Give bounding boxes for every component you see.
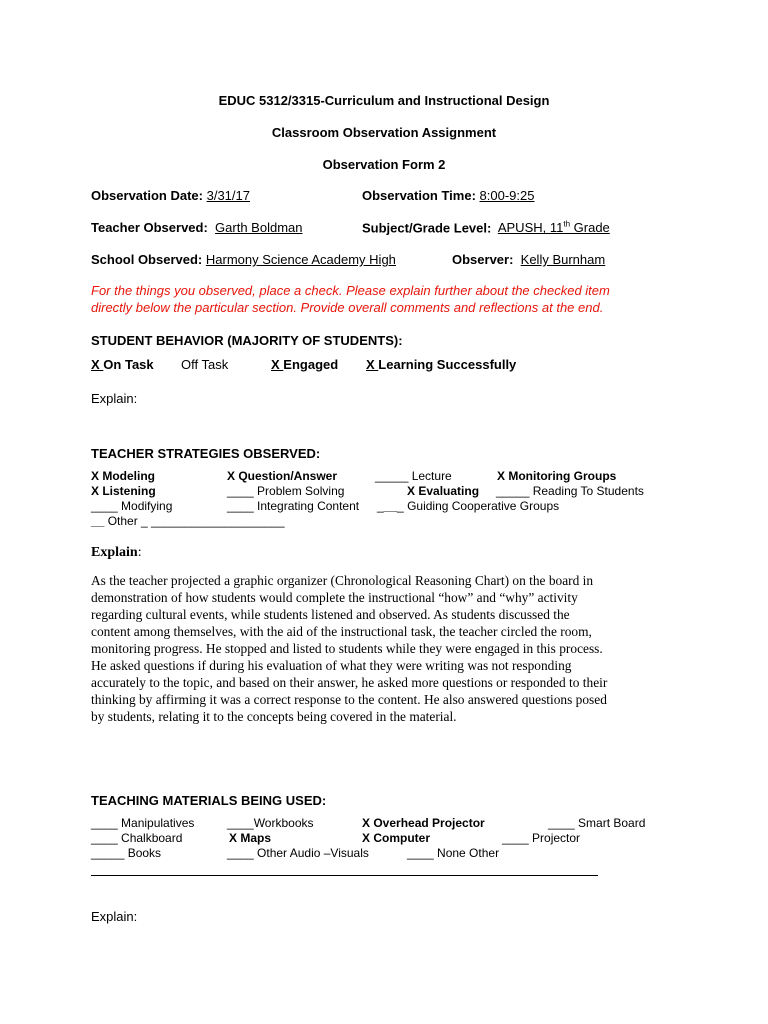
teacher-value: Garth Boldman	[215, 220, 303, 235]
time-label: Observation Time:	[362, 188, 476, 203]
teacher-observed	[91, 220, 302, 235]
material-computer: X Computer	[362, 831, 431, 845]
strategies-explain-title: Explain:	[91, 545, 142, 560]
explain-line: thinking by affirming it was a correct response to the content. He also answered questions posed	[91, 692, 607, 707]
strategy-lecture: _____ Lecture	[375, 469, 452, 483]
strategy-monitoring-groups: X Monitoring Groups	[497, 469, 617, 483]
material-other-audio-visuals: ____ Other Audio –Visuals	[227, 846, 369, 860]
behavior-engaged: X Engaged	[271, 357, 339, 372]
material-manipulatives: ____ Manipulatives	[91, 816, 195, 830]
explain-line: regarding cultural events, while students listened and observed. As students discussed the	[91, 607, 570, 622]
course-title: EDUC 5312/3315-Curriculum and Instructional Design	[218, 93, 550, 108]
materials-rule	[91, 875, 598, 876]
explain-line: content among themselves, with the aid of the instructional task, the teacher circled the room,	[91, 624, 592, 639]
strategy-listening: X Listening	[91, 484, 156, 498]
student-behavior-heading: STUDENT BEHAVIOR (MAJORITY OF STUDENTS):	[91, 333, 403, 348]
behavior-off-task: Off Task	[181, 357, 229, 372]
school-label: School Observed:	[91, 252, 203, 267]
date-value: 3/31/17	[206, 188, 250, 203]
observation-date	[91, 188, 250, 203]
explain-line: by students, relating it to the concepts being covered in the material.	[91, 709, 457, 724]
observation-time	[362, 188, 534, 203]
material-smart-board: ____ Smart Board	[548, 816, 646, 830]
strategy-guiding-cooperative-groups: ____ Guiding Cooperative Groups	[377, 499, 560, 513]
material-books: _____ Books	[91, 846, 162, 860]
material-chalkboard: ____ Chalkboard	[91, 831, 183, 845]
subject-label: Subject/Grade Level:	[362, 220, 492, 236]
form-title: Observation Form 2	[322, 157, 446, 172]
strategies-explain-paragraph	[91, 572, 681, 725]
school-value: Harmony Science Academy High	[205, 252, 396, 267]
material-overhead-projector: X Overhead Projector	[362, 816, 485, 830]
explain-line: accurately to the topic, and based on their answer, he asked more questions or responded to their	[91, 675, 608, 690]
time-value: 8:00-9:25	[479, 188, 535, 203]
subject-value: APUSH, 11th Grade	[497, 220, 610, 236]
explain-line: demonstration of how students would complete the instructional “how” and “why” activity	[91, 590, 578, 605]
strategy-modifying: ____ Modifying	[91, 499, 173, 513]
materials-explain: Explain:	[91, 909, 138, 924]
strategy-question-answer: X Question/Answer	[227, 469, 338, 483]
explain-line: As the teacher projected a graphic organizer (Chronological Reasoning Chart) on the board in	[91, 573, 594, 588]
explain-line: He asked questions if during his evaluation of what they were writing was not responding	[91, 658, 572, 673]
student-behavior-explain: Explain:	[91, 391, 138, 406]
subject-grade	[362, 220, 610, 235]
school-observed	[91, 252, 396, 267]
explain-line: monitoring progress. He stopped and listed to students while they were engaged in this process.	[91, 641, 603, 656]
assignment-title: Classroom Observation Assignment	[271, 125, 497, 140]
teacher-label: Teacher Observed:	[91, 220, 208, 235]
instructions-line-2: directly below the particular section. Provide overall comments and reflections at the end.	[91, 300, 604, 315]
strategy-evaluating: X Evaluating	[407, 484, 480, 498]
date-label: Observation Date:	[91, 188, 203, 203]
teaching-materials-heading: TEACHING MATERIALS BEING USED:	[91, 793, 327, 808]
teacher-strategies-heading: TEACHER STRATEGIES OBSERVED:	[91, 446, 321, 461]
behavior-learning-successfully: X Learning Successfully	[366, 357, 517, 372]
instructions-line-1: For the things you observed, place a check. Please explain further about the checked item	[91, 283, 610, 298]
strategy-integrating-content: ____ Integrating Content	[227, 499, 360, 513]
material-none-other: ____ None Other	[407, 846, 500, 860]
behavior-on-task: X On Task	[91, 357, 154, 372]
strategy-problem-solving: ____ Problem Solving	[227, 484, 345, 498]
observer	[452, 252, 605, 267]
material-maps: X Maps	[229, 831, 272, 845]
material-workbooks: ____Workbooks	[227, 816, 314, 830]
observer-label: Observer:	[452, 252, 514, 267]
material-projector: ____ Projector	[502, 831, 581, 845]
strategy-modeling: X Modeling	[91, 469, 155, 483]
observer-value: Kelly Burnham	[520, 252, 606, 267]
strategy-other: __ Other _ ____________________	[91, 514, 285, 528]
strategy-reading-to-students: _____ Reading To Students	[496, 484, 644, 498]
